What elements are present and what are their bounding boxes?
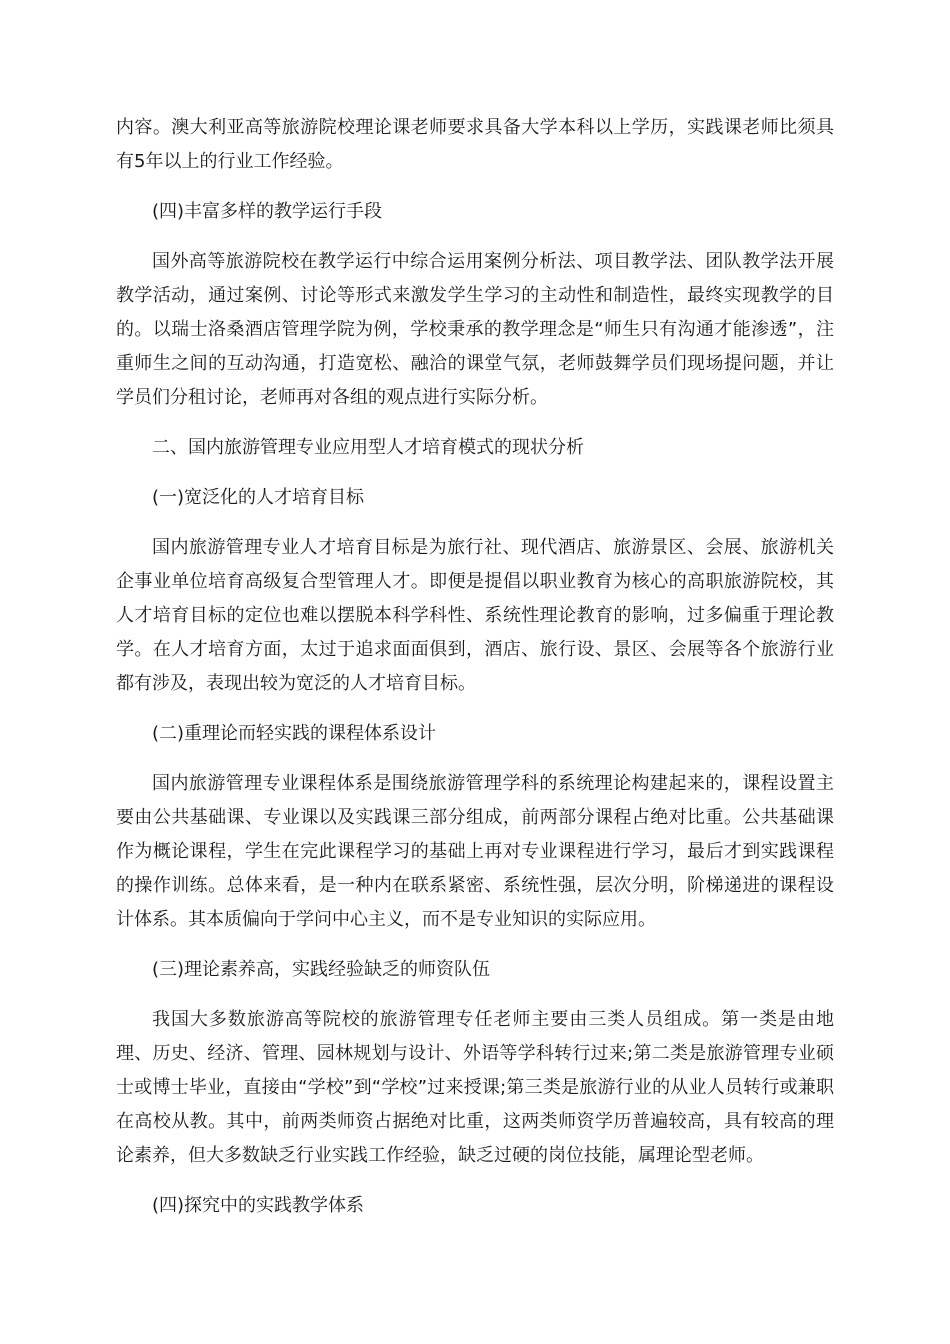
document-body: [116, 111, 834, 1239]
section-heading: (三)理论素养高，实践经验缺乏的师资队伍: [152, 959, 491, 980]
paragraph-continuation: 内容。澳大利亚高等旅游院校理论课老师要求具备大学本科以上学历，实践课老师比须具有5年以上的行业工作经验。: [116, 117, 834, 172]
paragraph: 国外高等旅游院校在教学运行中综合运用案例分析法、项目教学法、团队教学法开展教学活动，通过案例、讨论等形式来激发学生学习的主动性和制造性，最终实现教学的目的。以瑞士洛桑酒店管理学院为例，学校秉承的教学理念是“师生只有沟通才能渗透”，注重师生之间的互动沟通，打造宽松、融洽的课堂气氛，老师鼓舞学员们现场提问题，并让学员们分租讨论，老师再对各组的观点进行实际分析。: [116, 251, 834, 408]
paragraph: 国内旅游管理专业人才培育目标是为旅行社、现代酒店、旅游景区、会展、旅游机关企事业单位培育高级复合型管理人才。即便是提倡以职业教育为核心的高职旅游院校，其人才培育目标的定位也难以摆脱本科学科性、系统性理论教育的影响，过多偏重于理论教学。在人才培育方面，太过于追求面面俱到，酒店、旅行设、景区、会展等各个旅游行业都有涉及，表现出较为宽泛的人才培育目标。: [116, 537, 834, 694]
paragraph: 我国大多数旅游高等院校的旅游管理专任老师主要由三类人员组成。第一类是由地理、历史、经济、管理、园林规划与设计、外语等学科转行过来;第二类是旅游管理专业硕士或博士毕业，直接由“学校”到“学校”过来授课;第三类是旅游行业的从业人员转行或兼职在高校从教。其中，前两类师资占据绝对比重，这两类师资学历普遍较高，具有较高的理论素养，但大多数缺乏行业实践工作经验，缺乏过硬的岗位技能，属理论型老师。: [116, 1009, 834, 1166]
section-heading: (一)宽泛化的人才培育目标: [152, 487, 365, 508]
paragraph: 国内旅游管理专业课程体系是围绕旅游管理学科的系统理论构建起来的，课程设置主要由公共基础课、专业课以及实践课三部分组成，前两部分课程占绝对比重。公共基础课作为概论课程，学生在完此课程学习的基础上再对专业课程进行学习，最后才到实践课程的操作训练。总体来看，是一种内在联系紧密、系统性强，层次分明，阶梯递进的课程设计体系。其本质偏向于学问中心主义，而不是专业知识的实际应用。: [116, 773, 834, 930]
section-heading: (四)探究中的实践教学体系: [152, 1195, 365, 1216]
chapter-heading: 二、国内旅游管理专业应用型人才培育模式的现状分析: [152, 437, 584, 458]
section-heading: (二)重理论而轻实践的课程体系设计: [152, 723, 437, 744]
section-heading: (四)丰富多样的教学运行手段: [152, 201, 383, 222]
